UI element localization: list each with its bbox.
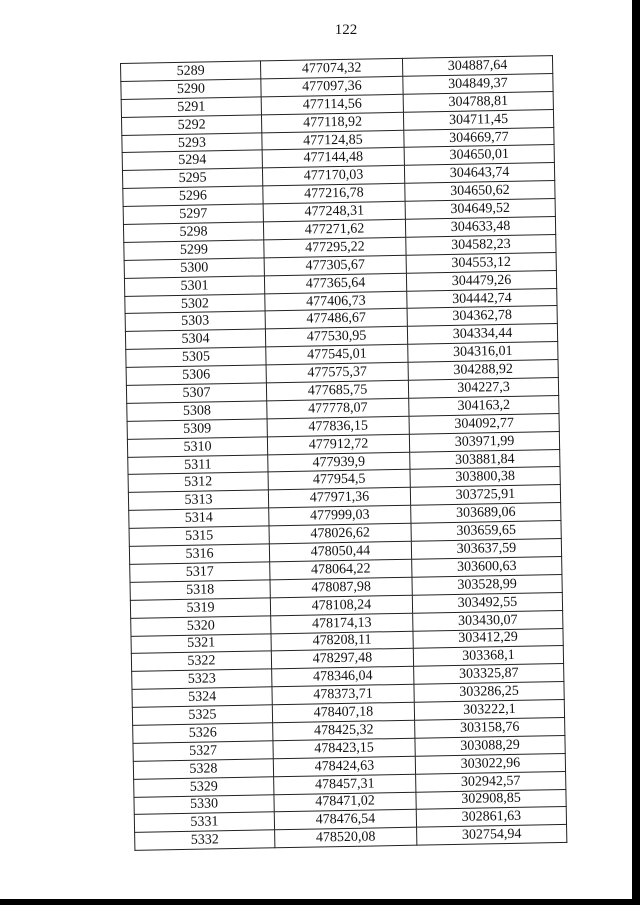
x-coordinate-cell: 477912,72 [267, 434, 409, 454]
y-coordinate-cell: 302942,57 [416, 771, 566, 792]
point-number-cell: 5329 [134, 776, 274, 796]
point-number-cell: 5312 [128, 472, 268, 492]
y-coordinate-cell: 304288,92 [408, 360, 558, 381]
x-coordinate-cell: 477365,64 [264, 273, 406, 293]
y-coordinate-cell: 302908,85 [416, 789, 566, 810]
point-number-cell: 5290 [121, 79, 261, 99]
point-number-cell: 5292 [121, 115, 261, 135]
x-coordinate-cell: 477271,62 [263, 219, 405, 239]
point-number-cell: 5322 [131, 651, 271, 671]
x-coordinate-cell: 478174,13 [271, 613, 413, 633]
point-number-cell: 5291 [121, 97, 261, 117]
point-number-cell: 5302 [125, 293, 265, 313]
point-number-cell: 5328 [133, 759, 273, 779]
x-coordinate-cell: 478087,98 [270, 577, 412, 597]
y-coordinate-cell: 304643,74 [404, 163, 554, 184]
point-number-cell: 5309 [127, 419, 267, 439]
x-coordinate-cell: 477144,48 [262, 148, 404, 168]
point-number-cell: 5306 [126, 365, 266, 385]
point-number-cell: 5296 [123, 186, 263, 206]
point-number-cell: 5315 [129, 526, 269, 546]
y-coordinate-cell: 304669,77 [404, 127, 554, 148]
point-number-cell: 5319 [130, 598, 270, 618]
y-coordinate-cell: 303430,07 [413, 610, 563, 631]
x-coordinate-cell: 477971,36 [268, 488, 410, 508]
y-coordinate-cell: 303725,91 [410, 485, 560, 506]
point-number-cell: 5303 [125, 311, 265, 331]
table-body [121, 56, 567, 851]
point-number-cell: 5300 [124, 258, 264, 278]
x-coordinate-cell: 477248,31 [263, 201, 405, 221]
x-coordinate-cell: 478064,22 [270, 559, 412, 579]
point-number-cell: 5297 [123, 204, 263, 224]
point-number-cell: 5304 [125, 329, 265, 349]
point-number-cell: 5307 [126, 383, 266, 403]
y-coordinate-cell: 304711,45 [403, 109, 553, 130]
coordinates-table [120, 55, 567, 851]
point-number-cell: 5321 [131, 633, 271, 653]
y-coordinate-cell: 304163,2 [409, 395, 559, 416]
y-coordinate-cell: 303022,96 [415, 753, 565, 774]
y-coordinate-cell: 303800,38 [410, 467, 560, 488]
point-number-cell: 5316 [129, 544, 269, 564]
y-coordinate-cell: 303528,99 [412, 574, 562, 595]
y-coordinate-cell: 303600,63 [412, 556, 562, 577]
y-coordinate-cell: 304442,74 [407, 288, 557, 309]
x-coordinate-cell: 478471,02 [274, 792, 416, 812]
point-number-cell: 5314 [129, 508, 269, 528]
x-coordinate-cell: 478520,08 [275, 827, 417, 847]
y-coordinate-cell: 303412,29 [413, 628, 563, 649]
point-number-cell: 5305 [126, 347, 266, 367]
point-number-cell: 5331 [134, 812, 274, 832]
y-coordinate-cell: 303637,59 [411, 539, 561, 560]
y-coordinate-cell: 304362,78 [407, 306, 557, 327]
point-number-cell: 5311 [128, 454, 268, 474]
x-coordinate-cell: 478407,18 [272, 702, 414, 722]
scan-edge-right [632, 0, 640, 905]
x-coordinate-cell: 478476,54 [274, 810, 416, 830]
x-coordinate-cell: 477097,36 [261, 76, 403, 96]
point-number-cell: 5317 [130, 562, 270, 582]
scan-edge-bottom [0, 899, 640, 905]
point-number-cell: 5293 [122, 132, 262, 152]
y-coordinate-cell: 303659,65 [411, 521, 561, 542]
x-coordinate-cell: 477114,56 [261, 94, 403, 114]
y-coordinate-cell: 304582,23 [406, 234, 556, 255]
point-number-cell: 5313 [128, 490, 268, 510]
coordinates-table-wrapper [120, 55, 566, 851]
point-number-cell: 5318 [130, 580, 270, 600]
y-coordinate-cell: 304887,64 [402, 56, 552, 77]
point-number-cell: 5326 [133, 723, 273, 743]
y-coordinate-cell: 303286,25 [414, 682, 564, 703]
y-coordinate-cell: 303222,1 [414, 700, 564, 721]
point-number-cell: 5295 [122, 168, 262, 188]
x-coordinate-cell: 478423,15 [273, 738, 415, 758]
x-coordinate-cell: 477545,01 [266, 345, 408, 365]
y-coordinate-cell: 302861,63 [416, 807, 566, 828]
y-coordinate-cell: 304788,81 [403, 91, 553, 112]
x-coordinate-cell: 478373,71 [272, 684, 414, 704]
x-coordinate-cell: 477295,22 [264, 237, 406, 257]
x-coordinate-cell: 477216,78 [263, 184, 405, 204]
y-coordinate-cell: 303492,55 [412, 592, 562, 613]
x-coordinate-cell: 478108,24 [270, 595, 412, 615]
x-coordinate-cell: 477486,67 [265, 309, 407, 329]
y-coordinate-cell: 302754,94 [417, 825, 567, 846]
y-coordinate-cell: 303158,76 [415, 717, 565, 738]
x-coordinate-cell: 478050,44 [269, 541, 411, 561]
y-coordinate-cell: 304649,52 [405, 199, 555, 220]
point-number-cell: 5332 [135, 830, 275, 850]
x-coordinate-cell: 477954,5 [268, 470, 410, 490]
point-number-cell: 5320 [131, 615, 271, 635]
x-coordinate-cell: 477305,67 [264, 255, 406, 275]
x-coordinate-cell: 478297,48 [271, 649, 413, 669]
point-number-cell: 5308 [127, 401, 267, 421]
point-number-cell: 5330 [134, 794, 274, 814]
point-number-cell: 5294 [122, 150, 262, 170]
y-coordinate-cell: 304316,01 [408, 342, 558, 363]
y-coordinate-cell: 304650,62 [405, 181, 555, 202]
point-number-cell: 5289 [121, 61, 261, 81]
y-coordinate-cell: 304553,12 [406, 252, 556, 273]
x-coordinate-cell: 478425,32 [273, 720, 415, 740]
x-coordinate-cell: 477685,75 [266, 380, 408, 400]
point-number-cell: 5310 [127, 437, 267, 457]
point-number-cell: 5327 [133, 741, 273, 761]
point-number-cell: 5298 [123, 222, 263, 242]
x-coordinate-cell: 477118,92 [261, 112, 403, 132]
y-coordinate-cell: 304633,48 [405, 217, 555, 238]
y-coordinate-cell: 303689,06 [411, 503, 561, 524]
x-coordinate-cell: 477836,15 [267, 416, 409, 436]
x-coordinate-cell: 477530,95 [265, 327, 407, 347]
x-coordinate-cell: 477124,85 [262, 130, 404, 150]
point-number-cell: 5325 [132, 705, 272, 725]
point-number-cell: 5324 [132, 687, 272, 707]
x-coordinate-cell: 477074,32 [260, 58, 402, 78]
y-coordinate-cell: 303971,99 [409, 431, 559, 452]
page-number: 122 [334, 22, 358, 38]
x-coordinate-cell: 478457,31 [274, 774, 416, 794]
x-coordinate-cell: 477939,9 [268, 452, 410, 472]
y-coordinate-cell: 304334,44 [407, 324, 557, 345]
point-number-cell: 5323 [132, 669, 272, 689]
y-coordinate-cell: 303368,1 [413, 646, 563, 667]
y-coordinate-cell: 304479,26 [406, 270, 556, 291]
x-coordinate-cell: 477406,73 [265, 291, 407, 311]
point-number-cell: 5301 [124, 276, 264, 296]
y-coordinate-cell: 304227,3 [408, 378, 558, 399]
x-coordinate-cell: 477778,07 [267, 398, 409, 418]
y-coordinate-cell: 303088,29 [415, 735, 565, 756]
x-coordinate-cell: 477575,37 [266, 362, 408, 382]
x-coordinate-cell: 478026,62 [269, 523, 411, 543]
x-coordinate-cell: 477170,03 [262, 166, 404, 186]
y-coordinate-cell: 303325,87 [414, 664, 564, 685]
y-coordinate-cell: 304849,37 [403, 73, 553, 94]
x-coordinate-cell: 477999,03 [269, 506, 411, 526]
y-coordinate-cell: 304650,01 [404, 145, 554, 166]
x-coordinate-cell: 478424,63 [273, 756, 415, 776]
x-coordinate-cell: 478208,11 [271, 631, 413, 651]
y-coordinate-cell: 304092,77 [409, 413, 559, 434]
x-coordinate-cell: 478346,04 [272, 667, 414, 687]
y-coordinate-cell: 303881,84 [410, 449, 560, 470]
point-number-cell: 5299 [124, 240, 264, 260]
